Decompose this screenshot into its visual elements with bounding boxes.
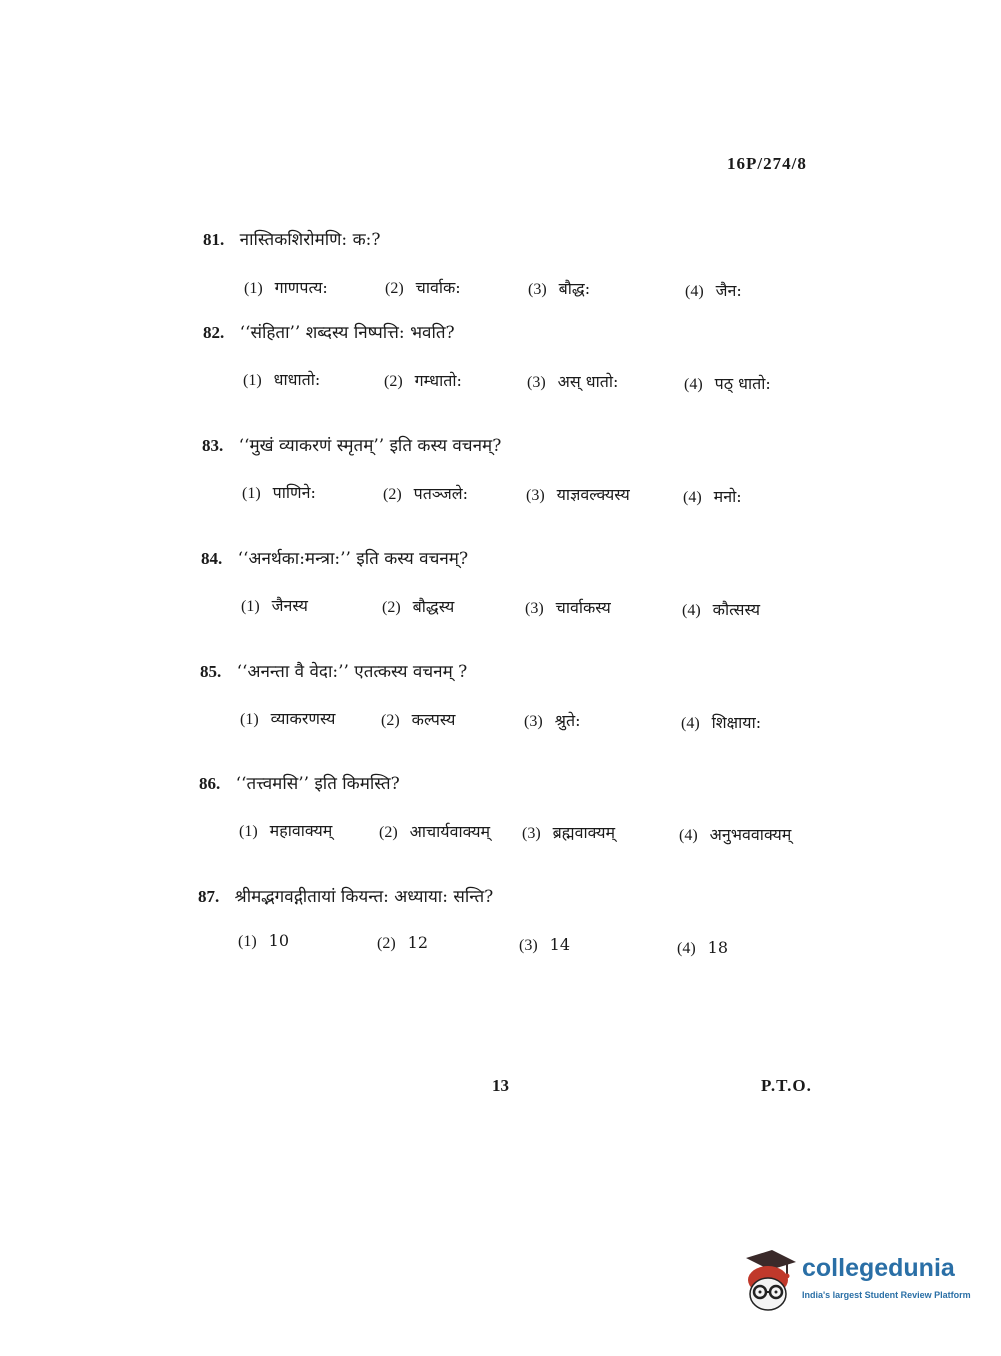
pto-label: P.T.O.	[761, 1076, 812, 1095]
paper-code: 16P/274/8	[727, 154, 807, 173]
option-1: (1) 10	[238, 931, 290, 950]
option-2: (2) गम्धातो:	[384, 371, 462, 390]
collegedunia-watermark	[740, 1248, 970, 1316]
question-number: 86.	[199, 774, 221, 793]
option-4: (4) कौत्सस्य	[682, 600, 760, 619]
option-3: (3) ब्रह्मवाक्यम्	[522, 823, 616, 842]
option-2: (2) बौद्धस्य	[382, 597, 455, 616]
question-text: नास्तिकशिरोमणि: क:?	[239, 230, 381, 250]
option-3: (3) 14	[519, 935, 571, 954]
option-4: (4) मनो:	[683, 487, 742, 506]
option-4: (4) शिक्षाया:	[681, 713, 762, 732]
option-4: (4) जैन:	[685, 281, 742, 300]
page-number: 13	[492, 1076, 509, 1095]
question-number: 87.	[198, 887, 220, 906]
option-1: (1) व्याकरणस्य	[240, 709, 336, 728]
option-2: (2) आचार्यवाक्यम्	[379, 822, 491, 841]
brand-name: collegedunia	[802, 1254, 955, 1282]
question-text: ‘‘अनन्ता वै वेदा:’’ एतत्कस्य वचनम् ?	[236, 662, 468, 682]
question-number: 81.	[203, 230, 225, 249]
question-text: ‘‘मुखं व्याकरणं स्मृतम्’’ इति कस्य वचनम्?	[238, 436, 502, 456]
option-3: (3) अस् धातो:	[527, 372, 619, 391]
option-2: (2) चार्वाक:	[385, 278, 461, 297]
question-number: 85.	[200, 662, 222, 681]
option-3: (3) श्रुते:	[524, 711, 581, 730]
question-text: श्रीमद्भगवद्गीतायां कियन्त: अध्याया: सन्ति?	[234, 887, 494, 907]
question-text: ‘‘अनर्थका:मन्त्रा:’’ इति कस्य वचनम्?	[237, 549, 469, 569]
option-3: (3) बौद्ध:	[528, 279, 591, 298]
option-1: (1) धाधातो:	[243, 370, 321, 389]
option-3: (3) याज्ञवल्क्यस्य	[526, 485, 630, 504]
option-4: (4) पठ् धातो:	[684, 374, 771, 393]
brand-tagline: India's largest Student Review Platform	[802, 1290, 971, 1300]
question-number: 84.	[201, 549, 223, 568]
mascot-icon	[740, 1248, 800, 1316]
question-number: 82.	[203, 323, 225, 342]
option-2: (2) कल्पस्य	[381, 710, 456, 729]
option-1: (1) गाणपत्य:	[244, 278, 328, 297]
option-1: (1) महावाक्यम्	[239, 821, 333, 840]
question-text: ‘‘तत्त्वमसि’’ इति किमस्ति?	[235, 774, 400, 794]
option-3: (3) चार्वाकस्य	[525, 598, 611, 617]
option-2: (2) 12	[377, 933, 429, 952]
question-text: ‘‘संहिता’’ शब्दस्य निष्पत्ति: भवति?	[239, 323, 455, 343]
option-1: (1) पाणिने:	[242, 483, 316, 502]
option-4: (4) अनुभववाक्यम्	[679, 825, 792, 844]
option-4: (4) 18	[677, 938, 729, 957]
question-number: 83.	[202, 436, 224, 455]
option-2: (2) पतञ्जले:	[383, 484, 468, 503]
option-1: (1) जैनस्य	[241, 596, 308, 615]
